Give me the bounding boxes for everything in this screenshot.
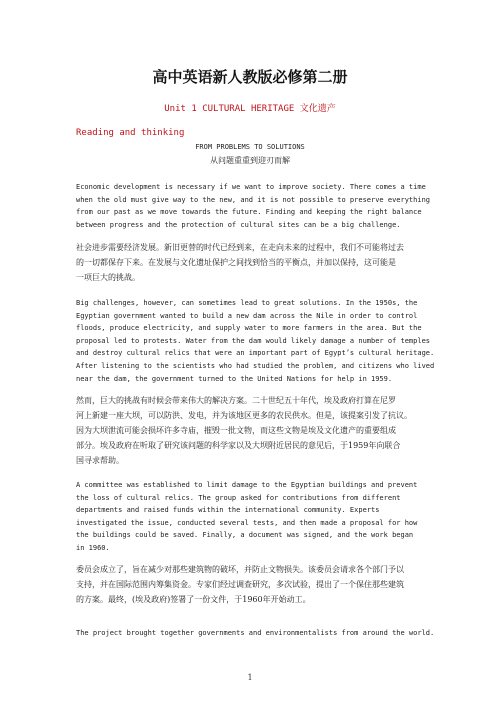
text-line: 委员会成立了，旨在减少对那些建筑物的破坏，并防止文物损失。该委员会请求各个部门予以 xyxy=(76,565,404,574)
text-line: 因为大坝泄流可能会损坏许多寺庙，摧毁一批文物，而这些文物是埃及文化遗产的重要组成 xyxy=(76,426,396,435)
text-line: 国寻求帮助。 xyxy=(76,456,124,465)
text-line: The project brought together governments and environmentalists from around the world. xyxy=(76,629,435,637)
section-heading: Reading and thinking xyxy=(76,128,185,138)
paragraph-en-3 xyxy=(76,479,466,555)
text-line: departments and raised funds within the international community. Experts xyxy=(76,506,380,515)
text-line: 的一切都保存下来。在发展与文化遗址保护之间找到恰当的平衡点，并加以保持，这可能是 xyxy=(76,258,396,267)
paragraph-zh-2 xyxy=(76,393,466,468)
text-line: the loss of cultural relics. The group asked for contributions from different xyxy=(76,493,401,502)
subtitle-english: FROM PROBLEMS TO SOLUTIONS xyxy=(195,143,305,151)
text-line: when the old must give way to the new, and it is not possible to preserve everything xyxy=(76,195,431,204)
text-line: 然而，巨大的挑战有时候会带来伟大的解决方案。二十世纪五十年代，埃及政府打算在尼罗 xyxy=(76,396,396,405)
text-line: and destroy cultural relics that were an important part of Egypt’s cultural heritage. xyxy=(76,349,435,358)
paragraph-en-2 xyxy=(76,297,466,385)
text-line: 的方案。最终，(埃及政府)签署了一份文件，于1960年开始动工。 xyxy=(76,595,311,604)
text-line: investigated the issue, conducted several tests, and then made a proposal for how xyxy=(76,518,418,527)
text-line: near the dam, the government turned to the United Nations for help in 1959. xyxy=(76,374,393,383)
subtitle-chinese: 从问题重重到迎刃而解 xyxy=(210,156,290,165)
text-line: 河上新建一座大坝，可以防洪、发电，并为该地区更多的农民供水。但是，该提案引发了抗议。 xyxy=(76,411,412,420)
paragraph-zh-1 xyxy=(76,240,466,285)
text-line: from our past as we move towards the future. Finding and keeping the right balance xyxy=(76,208,422,217)
text-line: Big challenges, however, can sometimes lead to great solutions. In the 1950s, the xyxy=(76,299,418,307)
text-line: A committee was established to limit damage to the Egyptian buildings and prevent xyxy=(76,481,418,489)
text-line: Economic development is necessary if we want to improve society. There comes a time xyxy=(76,183,426,191)
text-line: in 1960. xyxy=(76,543,110,552)
text-line: 社会进步需要经济发展。新旧更替的时代已经到来，在走向未来的过程中，我们不可能将过去 xyxy=(76,243,404,252)
page-number: 1 xyxy=(247,673,253,682)
paragraph-zh-3 xyxy=(76,562,466,607)
paragraph-en-1 xyxy=(76,181,466,231)
text-line: proposal led to protests. Water from the dam would likely damage a number of temples xyxy=(76,336,431,345)
document-title: 高中英语新人教版必修第二册 xyxy=(152,68,348,86)
unit-heading: Unit 1 CULTURAL HERITAGE 文化遗产 xyxy=(164,104,336,114)
text-line: After listening to the scientists who had studied the problem, and citizens who lived xyxy=(76,361,435,370)
text-line: 支持，并在国际范围内筹集资金。专家们经过调查研究，多次试验，提出了一个保住那些建筑 xyxy=(76,580,404,589)
text-line: the buildings could be saved. Finally, a document was signed, and the work began xyxy=(76,531,414,540)
text-line: between progress and the protection of cultural sites can be a big challenge. xyxy=(76,220,401,229)
text-line: 一项巨大的挑战。 xyxy=(76,273,140,282)
text-line: Egyptian government wanted to build a new dam across the Nile in order to control xyxy=(76,311,418,320)
text-line: floods, produce electricity, and supply water to more farmers in the area. But the xyxy=(76,324,422,333)
text-line: 部分。埃及政府在听取了研究该问题的科学家以及大坝附近居民的意见后，于1959年向联合 xyxy=(76,441,401,450)
paragraph-en-4 xyxy=(76,627,466,640)
